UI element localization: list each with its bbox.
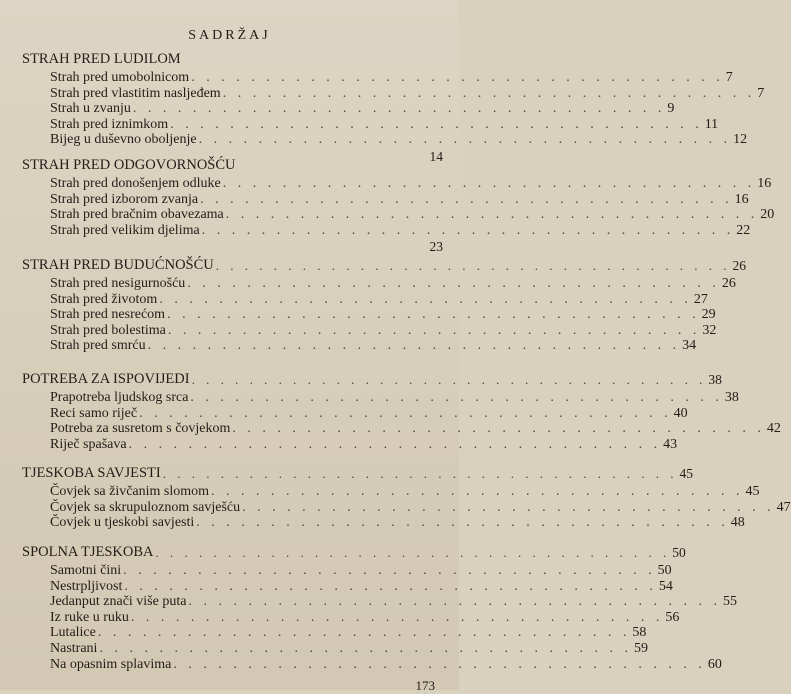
- entry-page: 38: [724, 390, 739, 405]
- entry-label: Samotni čini: [50, 563, 122, 578]
- leader-dots: . . . . . . . . . . . . . . . . . . . . . . . . . . . . . . . . . . . .: [139, 405, 672, 421]
- entry-page: 54: [658, 578, 673, 594]
- toc-entry: [50, 191, 749, 208]
- leader-dots: . . . . . . . . . . . . . . . . . . . . . . . . . . . . . . . . . . . .: [222, 176, 756, 191]
- entry-label: Strah pred životom: [50, 291, 158, 307]
- entry-page: 48: [730, 515, 745, 531]
- toc-entry: [50, 641, 648, 657]
- leader-dots: . . . . . . . . . . . . . . . . . . . . . . . . . . . . . . . . . . . .: [211, 484, 744, 499]
- toc-entry: [50, 436, 678, 453]
- entry-label: Na opasnim splavima: [50, 656, 172, 672]
- entry-label: Strah pred bolestima: [50, 322, 166, 338]
- toc-entry: [50, 390, 739, 406]
- toc-entry: [50, 176, 772, 192]
- leader-dots: . . . . . . . . . . . . . . . . . . . . . . . . . . . . . . . . . . . .: [97, 625, 631, 641]
- entry-label: Čovjek sa skrupuloznom savješću: [50, 499, 241, 515]
- entry-label: Jedanput znači više puta: [50, 594, 187, 610]
- entry-page: 12: [733, 132, 748, 148]
- entry-page: 20: [760, 207, 775, 223]
- entry-page: 16: [757, 176, 772, 191]
- section-title: STRAH PRED BUDUĆNOŠĆU: [22, 257, 214, 273]
- leader-dots: . . . . . . . . . . . . . . . . . . . . . . . . . . . . . . . . . . . .: [215, 258, 731, 273]
- page-number: 173: [415, 678, 435, 693]
- entry-label: Prapotreba ljudskog srca: [50, 390, 189, 405]
- toc-entry: [50, 101, 675, 117]
- entry-page: 11: [704, 116, 719, 132]
- entry-page: 42: [766, 421, 781, 437]
- entry-page: 40: [673, 405, 688, 421]
- toc-entry: [50, 207, 775, 223]
- toc-entry: [50, 625, 647, 641]
- leader-dots: . . . . . . . . . . . . . . . . . . . . . . . . . . . . . . . . . . . .: [159, 291, 692, 307]
- entry-page: 43: [663, 436, 678, 452]
- entry-label: Riječ spašava: [50, 436, 127, 452]
- entry-label: Čovjek sa živčanim slomom: [50, 484, 210, 499]
- toc-entry: [50, 307, 716, 323]
- section-page: 50: [672, 545, 686, 560]
- section-title: POTREBA ZA ISPOVIJEDI: [22, 371, 190, 387]
- leader-dots: . . . . . . . . . . . . . . . . . . . . . . . . . . . . . . . . . . . .: [124, 578, 657, 594]
- entry-page: 50: [657, 563, 672, 578]
- toc-entry: [50, 563, 672, 579]
- section-heading: [22, 370, 722, 388]
- toc-entry: [50, 85, 765, 102]
- entry-page: 45: [745, 484, 760, 499]
- leader-dots: . . . . . . . . . . . . . . . . . . . . . . . . . . . . . . . . . . . .: [147, 338, 681, 354]
- leader-dots: . . . . . . . . . . . . . . . . . . . . . . . . . . . . . . . . . . . .: [225, 207, 759, 223]
- toc-entry: [50, 132, 748, 148]
- section-title: STRAH PRED LUDILOM: [22, 51, 181, 67]
- trailing-page: 14: [429, 149, 443, 164]
- entry-label: Nestrpljivost: [50, 578, 123, 594]
- leader-dots: . . . . . . . . . . . . . . . . . . . . . . . . . . . . . . . . . . . .: [191, 70, 724, 85]
- toc-entry: [50, 291, 708, 308]
- toc-entry: [50, 70, 733, 86]
- section-page: 45: [679, 466, 693, 481]
- entry-label: Strah pred iznimkom: [50, 116, 169, 132]
- entry-page: 55: [722, 594, 737, 610]
- entry-page: 56: [665, 609, 680, 625]
- entry-page: 9: [667, 101, 675, 117]
- entry-label: Strah pred umobolnicom: [50, 70, 190, 85]
- entry-page: 60: [707, 656, 722, 672]
- page-title: SADRŽAJ: [188, 28, 271, 43]
- leader-dots: . . . . . . . . . . . . . . . . . . . . . . . . . . . . . . . . . . . .: [200, 191, 733, 207]
- entry-label: Lutalice: [50, 625, 96, 641]
- toc-entry: [50, 322, 717, 339]
- toc-entry: [50, 276, 736, 292]
- entry-label: Strah pred velikim djelima: [50, 222, 200, 238]
- entry-page: 59: [633, 641, 648, 656]
- leader-dots: . . . . . . . . . . . . . . . . . . . . . . . . . . . . . . . . . . . .: [128, 436, 662, 452]
- toc-entry: [50, 116, 719, 133]
- toc-entry: [50, 484, 760, 500]
- toc-entry: [50, 609, 680, 626]
- entry-label: Strah u zvanju: [50, 101, 131, 117]
- entry-label: Bijeg u duševno oboljenje: [50, 132, 197, 148]
- entry-page: 16: [734, 191, 749, 207]
- leader-dots: . . . . . . . . . . . . . . . . . . . . . . . . . . . . . . . . . . . .: [170, 116, 703, 132]
- toc-entry: [50, 405, 688, 422]
- toc-entry: [50, 656, 722, 673]
- leader-dots: . . . . . . . . . . . . . . . . . . . . . . . . . . . . . . . . . . . .: [173, 656, 706, 672]
- entry-page: 29: [701, 307, 716, 323]
- section-page: 38: [708, 372, 722, 387]
- trailing-page: 23: [429, 239, 443, 255]
- section-title: SPOLNA TJESKOBA: [22, 544, 154, 560]
- toc-entry: [50, 499, 791, 516]
- entry-label: Strah pred donošenjem odluke: [50, 176, 221, 191]
- entry-page: 32: [702, 322, 717, 338]
- section-heading: [22, 543, 686, 561]
- entry-label: Strah pred nesrećom: [50, 307, 166, 323]
- section-heading: [22, 256, 747, 274]
- section-title: STRAH PRED ODGOVORNOŠĆU: [22, 157, 236, 173]
- leader-dots: . . . . . . . . . . . . . . . . . . . . . . . . . . . . . . . . . . . .: [167, 307, 700, 323]
- section-heading: [22, 464, 693, 482]
- entry-page: 7: [757, 85, 765, 101]
- leader-dots: . . . . . . . . . . . . . . . . . . . . . . . . . . . . . . . . . . . .: [191, 372, 707, 387]
- leader-dots: . . . . . . . . . . . . . . . . . . . . . . . . . . . . . . . . . . . .: [198, 132, 732, 148]
- leader-dots: . . . . . . . . . . . . . . . . . . . . . . . . . . . . . . . . . . . .: [123, 563, 656, 578]
- toc-entry: [50, 515, 745, 531]
- leader-dots: . . . . . . . . . . . . . . . . . . . . . . . . . . . . . . . . . . . .: [132, 101, 666, 117]
- toc-entry: [50, 421, 781, 437]
- leader-dots: . . . . . . . . . . . . . . . . . . . . . . . . . . . . . . . . . . . .: [196, 515, 729, 531]
- section-page: 26: [732, 258, 747, 273]
- leader-dots: . . . . . . . . . . . . . . . . . . . . . . . . . . . . . . . . . . . .: [190, 390, 723, 405]
- entry-page: 58: [632, 625, 647, 641]
- entry-label: Čovjek u tjeskobi savjesti: [50, 515, 195, 531]
- toc-entry: [50, 578, 673, 595]
- entry-page: 7: [725, 70, 733, 85]
- entry-page: 27: [693, 291, 708, 307]
- leader-dots: . . . . . . . . . . . . . . . . . . . . . . . . . . . . . . . . . . . .: [167, 322, 701, 338]
- leader-dots: . . . . . . . . . . . . . . . . . . . . . . . . . . . . . . . . . . . .: [201, 222, 735, 238]
- section-title: TJESKOBA SAVJESTI: [22, 465, 161, 481]
- entry-label: Strah pred vlastitim nasljeđem: [50, 85, 221, 101]
- entry-label: Strah pred izborom zvanja: [50, 191, 199, 207]
- entry-page: 34: [682, 338, 697, 354]
- entry-label: Strah pred smrću: [50, 338, 146, 354]
- entry-label: Potreba za susretom s čovjekom: [50, 421, 231, 437]
- entry-label: Reci samo riječ: [50, 405, 138, 421]
- toc-entry: [50, 338, 697, 354]
- toc-entry: [50, 222, 751, 239]
- leader-dots: . . . . . . . . . . . . . . . . . . . . . . . . . . . . . . . . . . . .: [222, 85, 756, 101]
- leader-dots: . . . . . . . . . . . . . . . . . . . . . . . . . . . . . . . . . . . .: [188, 594, 721, 610]
- leader-dots: . . . . . . . . . . . . . . . . . . . . . . . . . . . . . . . . . . . .: [232, 421, 765, 437]
- leader-dots: . . . . . . . . . . . . . . . . . . . . . . . . . . . . . . . . . . . .: [162, 466, 678, 481]
- entry-page: 26: [721, 276, 736, 291]
- entry-page: 47: [776, 499, 791, 515]
- leader-dots: . . . . . . . . . . . . . . . . . . . . . . . . . . . . . . . . . . . .: [155, 545, 671, 560]
- leader-dots: . . . . . . . . . . . . . . . . . . . . . . . . . . . . . . . . . . . .: [242, 499, 775, 515]
- entry-label: Strah pred nesigurnošću: [50, 276, 186, 291]
- leader-dots: . . . . . . . . . . . . . . . . . . . . . . . . . . . . . . . . . . . .: [187, 276, 720, 291]
- leader-dots: . . . . . . . . . . . . . . . . . . . . . . . . . . . . . . . . . . . .: [130, 609, 664, 625]
- entry-label: Strah pred bračnim obavezama: [50, 207, 224, 223]
- entry-page: 22: [736, 222, 751, 238]
- section-heading: [22, 50, 443, 68]
- leader-dots: . . . . . . . . . . . . . . . . . . . . . . . . . . . . . . . . . . . .: [99, 641, 632, 656]
- section-heading: [22, 156, 443, 174]
- entry-label: Iz ruke u ruku: [50, 609, 129, 625]
- toc-entry: [50, 594, 737, 610]
- entry-label: Nastrani: [50, 641, 98, 656]
